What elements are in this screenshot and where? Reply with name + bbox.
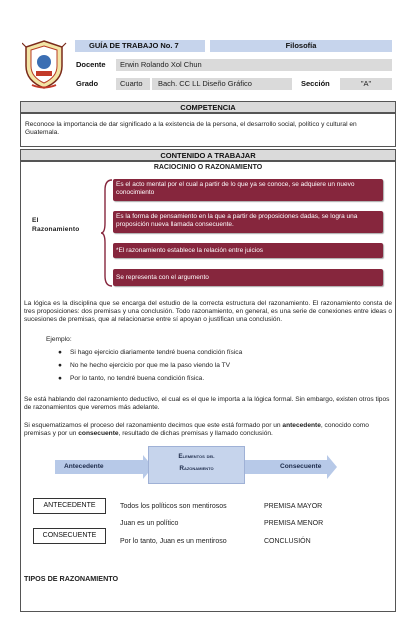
ejemplo-item: ● No he hecho ejercicio por que me la paso viendo la TV bbox=[58, 362, 231, 369]
bullet-icon: ● bbox=[58, 375, 62, 382]
logic-paragraph: La lógica es la disciplina que se encarga del estudio de la correcta estructura del razonamiento. El razonamiento consta de tres proposiciones: dos premisas y una conclusión. Todo razonamiento, en general, es una serie de conexiones entre ideas o sucesiones de premisas, que al relacionarse entre sí apoyan o justifican una conclusión. bbox=[24, 300, 392, 323]
ejemplo-item: ● Por lo tanto, no tendré buena condición física. bbox=[58, 375, 205, 382]
example-sentence-3: Por lo tanto, Juan es un mentiroso bbox=[120, 538, 227, 545]
diagram-consecuente: Consecuente bbox=[280, 463, 322, 470]
definition-1: Es el acto mental por el cual a partir de lo que ya se conoce, se adquiere un nuevo conocimiento bbox=[113, 179, 383, 201]
bullet-icon: ● bbox=[58, 362, 62, 369]
example-sentence-2: Juan es un político bbox=[120, 520, 179, 527]
bullet-icon: ● bbox=[58, 349, 62, 356]
docente-value: Erwin Rolando Xol Chun bbox=[116, 59, 392, 71]
definition-2: Es la forma de pensamiento en la que a partir de proposiciones dadas, se logra una proposición nueva llamada consecuente. bbox=[113, 211, 383, 233]
carrera-value: Bach. CC LL Diseño Gráfico bbox=[152, 78, 292, 90]
diagram-antecedente: Antecedente bbox=[64, 463, 104, 470]
definition-4: Se representa con el argumento bbox=[113, 269, 383, 286]
example-sentence-1: Todos los políticos son mentirosos bbox=[120, 503, 227, 510]
subject-name: Filosofía bbox=[285, 41, 317, 50]
docente-label: Docente bbox=[76, 60, 106, 69]
deductive-paragraph: Se está hablando del razonamiento deductivo, el cual es el que le importa a la lógica formal. Sin embargo, existen otros tipos de razonamientos que veremos más adelante. bbox=[24, 396, 390, 411]
example-tag-3: CONCLUSIÓN bbox=[264, 538, 311, 545]
brace-icon bbox=[100, 178, 114, 288]
concept-label: El Razonamiento bbox=[32, 217, 80, 233]
tipos-heading: TIPOS DE RAZONAMIENTO bbox=[24, 574, 119, 583]
guide-title: GUÍA DE TRABAJO No. 7 bbox=[89, 41, 179, 50]
competencia-heading: COMPETENCIA bbox=[20, 101, 396, 113]
seccion-label: Sección bbox=[301, 79, 330, 88]
example-tag-1: PREMISA MAYOR bbox=[264, 503, 323, 510]
ejemplo-item: ● Si hago ejercicio diariamente tendré buena condición física bbox=[58, 349, 243, 356]
contenido-subheading: RACIOCINIO O RAZONAMIENTO bbox=[153, 164, 263, 171]
school-seal-logo bbox=[22, 38, 67, 90]
diagram-center: Elementos del Razonamiento bbox=[148, 446, 245, 484]
guide-title-bar bbox=[75, 40, 205, 52]
seccion-value: "A" bbox=[340, 78, 392, 90]
grado-label: Grado bbox=[76, 79, 99, 88]
antecedente-box: ANTECEDENTE bbox=[33, 498, 106, 514]
definition-3: *El razonamiento establece la relación entre juicios bbox=[113, 243, 383, 258]
example-tag-2: PREMISA MENOR bbox=[264, 520, 324, 527]
subject-bar bbox=[210, 40, 392, 52]
grado-value: Cuarto bbox=[116, 78, 150, 90]
competencia-text: Reconoce la importancia de dar significado a la existencia de la persona, el desarrollo social, político y cultural en Guatemala. bbox=[25, 121, 357, 136]
consecuente-box: CONSECUENTE bbox=[33, 528, 106, 544]
scheme-paragraph: Si esquematizamos el proceso del razonamiento decimos que este está formado por un antecedente, conocido como premisas y por un consecuente, resultado de dichas premisas y llamado conclusión. bbox=[24, 422, 369, 437]
ejemplo-label: Ejemplo: bbox=[46, 336, 72, 343]
contenido-heading: CONTENIDO A TRABAJAR bbox=[20, 149, 396, 161]
